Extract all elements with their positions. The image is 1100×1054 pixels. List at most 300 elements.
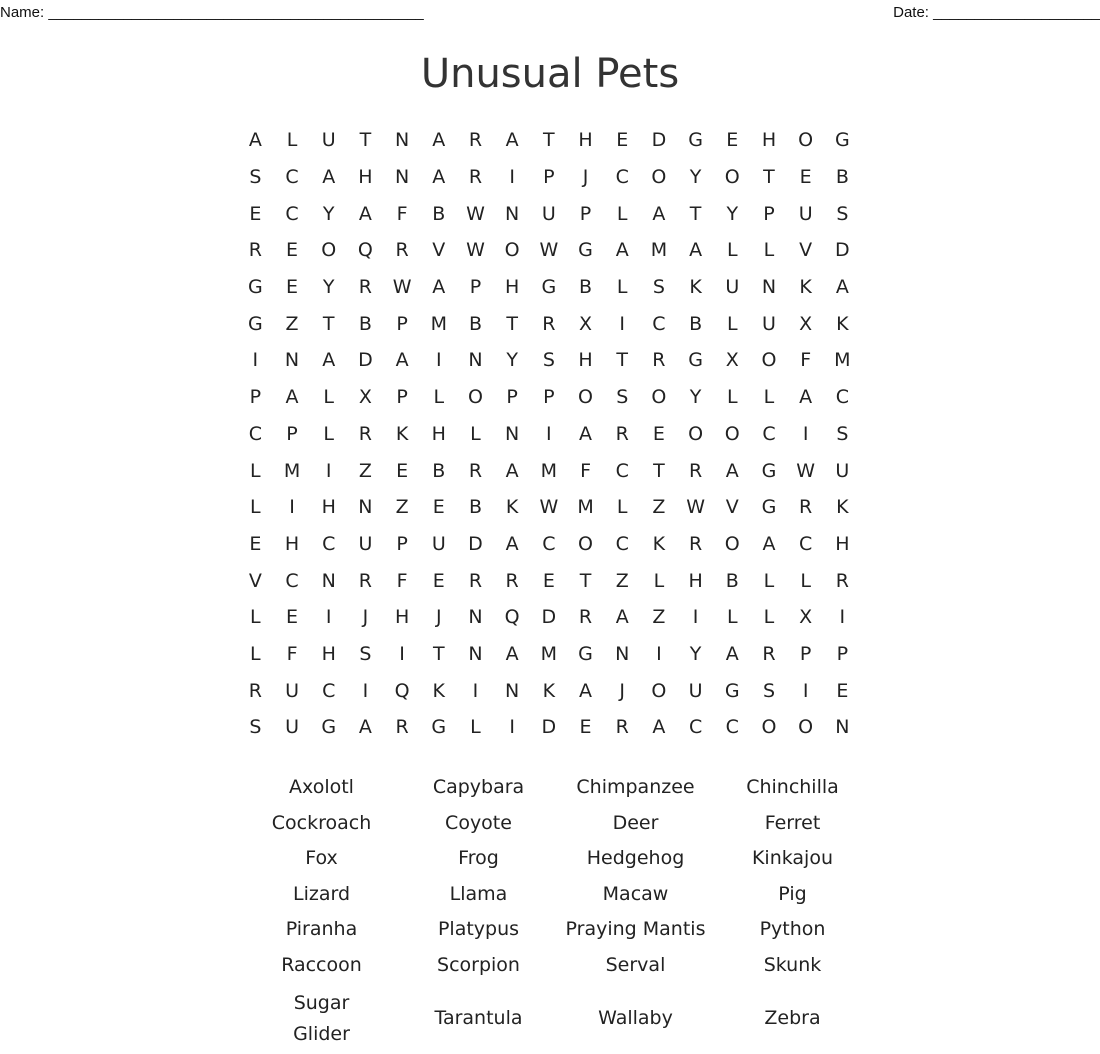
grid-cell[interactable]: R [615, 422, 629, 445]
grid-cell[interactable]: Y [322, 276, 335, 299]
grid-cell[interactable]: V [725, 496, 739, 519]
grid-cell[interactable]: I [839, 606, 846, 629]
word-bank-item: Chinchilla [746, 776, 839, 799]
grid-cell[interactable]: L [616, 276, 628, 299]
grid-cell[interactable]: G [578, 239, 593, 262]
grid-cell[interactable]: L [763, 606, 775, 629]
grid-cell[interactable]: R [652, 349, 666, 372]
grid-cell[interactable]: W [686, 496, 705, 519]
grid-cell[interactable]: S [762, 679, 775, 702]
grid-cell[interactable]: R [468, 569, 483, 592]
grid-cell[interactable]: U [835, 459, 850, 482]
grid-cell[interactable]: A [248, 129, 262, 152]
grid-cell[interactable]: L [433, 386, 445, 409]
grid-cell[interactable]: T [616, 349, 629, 372]
grid-cell[interactable]: P [836, 642, 849, 665]
grid-cell[interactable]: Z [285, 312, 299, 335]
grid-cell[interactable]: N [468, 349, 483, 372]
grid-cell[interactable]: U [798, 202, 813, 225]
grid-cell[interactable]: C [725, 716, 739, 739]
grid-cell[interactable]: N [394, 166, 410, 189]
grid-cell[interactable]: T [579, 569, 592, 592]
grid-cell[interactable]: T [432, 642, 445, 665]
grid-cell[interactable]: R [578, 606, 593, 629]
grid-cell[interactable]: L [726, 239, 738, 262]
grid-cell[interactable]: L [653, 569, 665, 592]
grid-cell[interactable]: A [505, 129, 519, 152]
grid-cell[interactable]: C [615, 459, 629, 482]
grid-cell[interactable]: P [396, 532, 408, 555]
grid-cell[interactable]: F [800, 349, 812, 372]
grid-cell[interactable]: H [578, 349, 593, 372]
grid-cell[interactable]: B [432, 202, 446, 225]
grid-cell[interactable]: O [688, 422, 704, 445]
grid-cell[interactable]: K [689, 276, 702, 299]
grid-cell[interactable]: W [392, 276, 412, 299]
grid-cell[interactable]: B [579, 276, 593, 299]
grid-cell[interactable]: T [543, 129, 555, 152]
grid-cell[interactable]: E [726, 129, 739, 152]
grid-cell[interactable]: S [616, 386, 629, 409]
grid-cell[interactable]: R [762, 642, 776, 665]
grid-cell[interactable]: K [395, 422, 409, 445]
grid-cell[interactable]: C [248, 422, 262, 445]
grid-cell[interactable]: N [468, 606, 483, 629]
grid-cell[interactable]: F [396, 202, 408, 225]
grid-cell[interactable]: I [509, 166, 515, 189]
grid-cell[interactable]: M [650, 239, 668, 262]
grid-cell[interactable]: N [321, 569, 336, 592]
grid-cell[interactable]: I [362, 679, 369, 702]
grid-cell[interactable]: C [542, 532, 556, 555]
grid-cell[interactable]: R [248, 679, 262, 702]
grid-cell[interactable]: A [285, 386, 299, 409]
grid-cell[interactable]: W [466, 239, 485, 262]
grid-cell[interactable]: O [651, 679, 667, 702]
grid-cell[interactable]: J [619, 679, 626, 702]
grid-cell[interactable]: G [688, 349, 703, 372]
grid-cell[interactable]: L [800, 569, 811, 592]
grid-cell[interactable]: N [835, 716, 850, 739]
grid-cell[interactable]: E [542, 569, 555, 592]
grid-cell[interactable]: B [725, 569, 739, 592]
grid-cell[interactable]: H [321, 496, 336, 519]
grid-cell[interactable]: L [616, 202, 628, 225]
grid-cell[interactable]: L [763, 386, 775, 409]
grid-cell[interactable]: A [689, 239, 703, 262]
grid-cell[interactable]: F [286, 642, 298, 665]
grid-cell[interactable]: I [472, 679, 479, 702]
grid-cell[interactable]: E [249, 532, 262, 555]
grid-cell[interactable]: W [539, 239, 559, 262]
grid-cell[interactable]: E [249, 202, 262, 225]
grid-cell[interactable]: A [652, 202, 666, 225]
grid-cell[interactable]: Y [322, 202, 335, 225]
grid-cell[interactable]: C [322, 532, 336, 555]
grid-cell[interactable]: O [504, 239, 520, 262]
grid-cell[interactable]: X [725, 349, 739, 372]
grid-cell[interactable]: M [834, 349, 851, 372]
grid-cell[interactable]: C [285, 166, 299, 189]
grid-cell[interactable]: D [358, 349, 373, 372]
grid-cell[interactable]: I [399, 642, 405, 665]
grid-cell[interactable]: R [505, 569, 519, 592]
grid-cell[interactable]: P [506, 386, 518, 409]
grid-cell[interactable]: N [761, 276, 777, 299]
grid-cell[interactable]: E [836, 679, 849, 702]
grid-cell[interactable]: C [688, 716, 703, 739]
grid-cell[interactable]: D [651, 129, 667, 152]
grid-cell[interactable]: O [651, 386, 667, 409]
grid-cell[interactable]: E [799, 166, 812, 189]
grid-cell[interactable]: I [802, 679, 809, 702]
grid-cell[interactable]: R [468, 166, 483, 189]
grid-cell[interactable]: H [358, 166, 373, 189]
grid-cell[interactable]: H [688, 569, 703, 592]
grid-cell[interactable]: Z [652, 606, 666, 629]
grid-cell[interactable]: A [725, 642, 739, 665]
grid-cell[interactable]: I [509, 716, 515, 739]
grid-cell[interactable]: G [247, 312, 263, 335]
grid-cell[interactable]: J [582, 166, 589, 189]
grid-cell[interactable]: Y [689, 166, 702, 189]
grid-cell[interactable]: P [763, 202, 775, 225]
grid-cell[interactable]: S [542, 349, 555, 372]
name-field[interactable] [0, 4, 424, 21]
grid-cell[interactable]: W [466, 202, 485, 225]
grid-cell[interactable]: E [579, 716, 592, 739]
grid-cell[interactable]: Y [726, 202, 739, 225]
grid-cell[interactable]: G [688, 129, 703, 152]
grid-cell[interactable]: Z [652, 496, 666, 519]
grid-cell[interactable]: E [432, 569, 445, 592]
grid-cell[interactable]: G [541, 276, 557, 299]
grid-cell[interactable]: O [798, 716, 814, 739]
grid-cell[interactable]: I [325, 606, 332, 629]
grid-cell[interactable]: L [250, 642, 261, 665]
grid-cell[interactable]: T [763, 166, 775, 189]
grid-cell[interactable]: Y [689, 386, 702, 409]
grid-cell[interactable]: O [798, 129, 814, 152]
grid-cell[interactable]: L [250, 606, 261, 629]
grid-cell[interactable]: Z [395, 496, 409, 519]
word-bank-item: Praying Mantis [565, 918, 706, 941]
grid-cell[interactable]: C [835, 386, 849, 409]
grid-cell[interactable]: M [430, 312, 447, 335]
grid-cell[interactable]: L [286, 129, 298, 152]
grid-cell[interactable]: A [615, 606, 629, 629]
grid-cell[interactable]: P [543, 166, 555, 189]
grid-cell[interactable]: K [505, 496, 519, 519]
grid-cell[interactable]: F [396, 569, 408, 592]
grid-cell[interactable]: P [396, 386, 408, 409]
grid-cell[interactable]: D [541, 716, 557, 739]
grid-cell[interactable]: R [358, 422, 372, 445]
grid-cell[interactable]: A [799, 386, 813, 409]
grid-cell[interactable]: L [250, 459, 261, 482]
grid-cell[interactable]: A [652, 716, 666, 739]
grid-cell[interactable]: G [761, 496, 777, 519]
grid-cell[interactable]: P [799, 642, 812, 665]
grid-cell[interactable]: H [505, 276, 520, 299]
grid-cell[interactable]: C [652, 312, 666, 335]
grid-cell[interactable]: O [761, 716, 777, 739]
grid-cell[interactable]: Z [615, 569, 629, 592]
grid-cell[interactable]: G [834, 129, 850, 152]
grid-cell[interactable]: H [761, 129, 777, 152]
grid-cell[interactable]: N [394, 129, 410, 152]
grid-cell[interactable]: T [322, 312, 335, 335]
grid-cell[interactable]: Y [506, 349, 518, 372]
grid-cell[interactable]: B [468, 496, 482, 519]
grid-cell[interactable]: U [725, 276, 740, 299]
grid-cell[interactable]: P [579, 202, 592, 225]
grid-cell[interactable]: C [615, 532, 629, 555]
grid-cell[interactable]: E [616, 129, 629, 152]
grid-cell[interactable]: V [432, 239, 446, 262]
grid-cell[interactable]: I [435, 349, 442, 372]
grid-cell[interactable]: L [726, 386, 738, 409]
grid-cell[interactable]: I [656, 642, 662, 665]
grid-cell[interactable]: A [432, 166, 446, 189]
grid-cell[interactable]: C [322, 679, 336, 702]
grid-cell[interactable]: R [688, 532, 703, 555]
grid-cell[interactable]: W [796, 459, 816, 482]
grid-cell[interactable]: I [619, 312, 626, 335]
grid-cell[interactable]: C [615, 166, 629, 189]
grid-cell[interactable]: S [359, 642, 372, 665]
grid-cell[interactable]: Y [689, 642, 702, 665]
grid-cell[interactable]: Q [394, 679, 410, 702]
grid-cell[interactable]: L [323, 422, 335, 445]
grid-cell[interactable]: V [799, 239, 813, 262]
grid-cell[interactable]: I [325, 459, 332, 482]
grid-cell[interactable]: S [249, 716, 262, 739]
grid-cell[interactable]: O [761, 349, 777, 372]
grid-cell[interactable]: R [358, 569, 372, 592]
grid-cell[interactable]: L [726, 606, 738, 629]
grid-cell[interactable]: V [248, 569, 262, 592]
grid-cell[interactable]: R [615, 716, 629, 739]
grid-cell[interactable]: D [835, 239, 850, 262]
grid-cell[interactable]: J [362, 606, 369, 629]
grid-cell[interactable]: L [763, 239, 775, 262]
grid-cell[interactable]: L [323, 386, 335, 409]
grid-cell[interactable]: S [652, 276, 665, 299]
grid-cell[interactable]: U [285, 716, 299, 739]
grid-cell[interactable]: T [359, 129, 372, 152]
name-line[interactable]: _____________________________________________ [48, 4, 424, 21]
grid-cell[interactable]: W [539, 496, 559, 519]
grid-cell[interactable]: E [286, 606, 299, 629]
grid-cell[interactable]: I [692, 606, 699, 629]
date-field[interactable] [893, 4, 1100, 21]
grid-cell[interactable]: A [615, 239, 629, 262]
grid-cell[interactable]: L [250, 496, 261, 519]
grid-cell[interactable]: I [802, 422, 809, 445]
grid-cell[interactable]: Z [358, 459, 372, 482]
grid-cell[interactable]: U [541, 202, 556, 225]
grid-cell[interactable]: N [615, 642, 630, 665]
grid-cell[interactable]: H [284, 532, 300, 555]
grid-cell[interactable]: N [505, 422, 520, 445]
word-bank-item: Cockroach [271, 811, 372, 834]
grid-cell[interactable]: U [688, 679, 703, 702]
grid-cell[interactable]: O [724, 532, 740, 555]
grid-cell[interactable]: X [579, 312, 593, 335]
grid-cell[interactable]: H [394, 606, 410, 629]
grid-cell[interactable]: B [468, 312, 482, 335]
grid-cell[interactable]: P [396, 312, 408, 335]
grid-cell[interactable]: A [432, 276, 446, 299]
grid-cell[interactable]: R [542, 312, 556, 335]
grid-cell[interactable]: K [432, 679, 446, 702]
grid-cell[interactable]: D [468, 532, 483, 555]
grid-cell[interactable]: G [761, 459, 777, 482]
grid-cell[interactable]: O [651, 166, 667, 189]
grid-cell[interactable]: I [289, 496, 295, 519]
grid-cell[interactable]: B [689, 312, 703, 335]
grid-cell[interactable]: R [358, 276, 372, 299]
grid-cell[interactable]: O [724, 422, 740, 445]
date-line[interactable]: ____________________ [933, 4, 1100, 21]
word-bank-item: Serval [605, 953, 666, 976]
grid-cell[interactable]: Q [504, 606, 520, 629]
grid-cell[interactable]: S [836, 202, 849, 225]
grid-cell[interactable]: G [578, 642, 593, 665]
grid-cell[interactable]: C [762, 422, 776, 445]
grid-cell[interactable]: A [322, 349, 336, 372]
grid-cell[interactable]: K [542, 679, 556, 702]
grid-cell[interactable]: P [543, 386, 555, 409]
grid-cell[interactable]: U [762, 312, 776, 335]
grid-cell[interactable]: R [468, 129, 483, 152]
grid-cell[interactable]: U [358, 532, 373, 555]
grid-cell[interactable]: B [358, 312, 372, 335]
grid-cell[interactable]: A [835, 276, 849, 299]
grid-cell[interactable]: L [616, 496, 628, 519]
grid-cell[interactable]: C [285, 569, 299, 592]
grid-cell[interactable]: D [541, 606, 557, 629]
grid-cell[interactable]: C [285, 202, 299, 225]
grid-cell[interactable]: O [578, 386, 594, 409]
grid-cell[interactable]: R [395, 239, 409, 262]
grid-cell[interactable]: J [435, 606, 442, 629]
grid-cell[interactable]: A [505, 459, 519, 482]
grid-cell[interactable]: P [249, 386, 262, 409]
grid-cell[interactable]: F [580, 459, 591, 482]
grid-cell[interactable]: T [653, 459, 665, 482]
grid-cell[interactable]: G [724, 679, 740, 702]
grid-cell[interactable]: R [468, 459, 483, 482]
grid-cell[interactable]: G [321, 716, 337, 739]
grid-cell[interactable]: E [286, 276, 299, 299]
grid-cell[interactable]: H [578, 129, 593, 152]
grid-cell[interactable]: R [835, 569, 849, 592]
grid-cell[interactable]: N [505, 679, 520, 702]
grid-cell[interactable]: M [540, 642, 558, 665]
grid-cell[interactable]: A [505, 642, 519, 665]
grid-cell[interactable]: A [505, 532, 519, 555]
grid-cell[interactable]: A [432, 129, 446, 152]
grid-cell[interactable]: O [578, 532, 594, 555]
grid-cell[interactable]: X [799, 312, 813, 335]
grid-cell[interactable]: O [724, 166, 740, 189]
grid-cell[interactable]: N [505, 202, 520, 225]
grid-cell[interactable]: G [247, 276, 263, 299]
grid-cell[interactable]: P [469, 276, 482, 299]
grid-cell[interactable]: A [395, 349, 409, 372]
grid-cell[interactable]: H [431, 422, 446, 445]
grid-cell[interactable]: N [468, 642, 483, 665]
grid-cell[interactable]: B [835, 166, 849, 189]
grid-cell[interactable]: R [395, 716, 409, 739]
grid-cell[interactable]: E [396, 459, 409, 482]
grid-cell[interactable]: A [579, 679, 593, 702]
grid-cell[interactable]: P [286, 422, 298, 445]
grid-cell[interactable]: L [470, 422, 481, 445]
grid-cell[interactable]: Q [357, 239, 373, 262]
grid-cell[interactable]: K [799, 276, 812, 299]
word-bank-item: Deer [612, 811, 659, 834]
grid-cell[interactable]: S [249, 166, 262, 189]
grid-cell[interactable]: R [248, 239, 262, 262]
grid-cell[interactable]: U [431, 532, 446, 555]
grid-cell[interactable]: A [725, 459, 739, 482]
grid-cell[interactable]: T [506, 312, 518, 335]
grid-cell[interactable]: I [546, 422, 552, 445]
grid-cell[interactable]: I [252, 349, 259, 372]
grid-cell[interactable]: E [432, 496, 445, 519]
grid-cell[interactable]: B [432, 459, 446, 482]
grid-cell[interactable]: M [283, 459, 301, 482]
grid-cell[interactable]: A [579, 422, 593, 445]
grid-cell[interactable]: R [799, 496, 813, 519]
grid-cell[interactable]: E [652, 422, 665, 445]
grid-cell[interactable]: A [358, 202, 372, 225]
grid-cell[interactable]: K [836, 496, 849, 519]
word-bank-item: Capybara [432, 776, 525, 799]
grid-cell[interactable]: K [652, 532, 666, 555]
grid-cell[interactable]: C [799, 532, 813, 555]
word-bank-item: Chimpanzee [576, 776, 695, 799]
grid-cell[interactable]: A [762, 532, 776, 555]
grid-cell[interactable]: K [836, 312, 849, 335]
grid-cell[interactable]: L [470, 716, 481, 739]
grid-cell[interactable]: X [799, 606, 813, 629]
grid-cell[interactable]: E [286, 239, 299, 262]
grid-cell[interactable]: N [284, 349, 300, 372]
grid-cell[interactable]: U [285, 679, 299, 702]
grid-cell[interactable]: S [836, 422, 849, 445]
grid-cell[interactable]: A [322, 166, 336, 189]
grid-cell[interactable]: U [321, 129, 336, 152]
grid-cell[interactable]: H [835, 532, 850, 555]
grid-cell[interactable]: X [358, 386, 372, 409]
grid-cell[interactable]: R [688, 459, 703, 482]
grid-cell[interactable]: O [321, 239, 337, 262]
grid-cell[interactable]: L [763, 569, 775, 592]
grid-cell[interactable]: N [358, 496, 373, 519]
grid-cell[interactable]: L [726, 312, 738, 335]
grid-cell[interactable]: O [467, 386, 483, 409]
grid-cell[interactable]: M [577, 496, 594, 519]
grid-cell[interactable]: T [689, 202, 702, 225]
grid-cell[interactable]: H [321, 642, 336, 665]
grid-cell[interactable]: G [431, 716, 447, 739]
grid-cell[interactable]: M [540, 459, 558, 482]
grid-cell[interactable]: A [358, 716, 372, 739]
